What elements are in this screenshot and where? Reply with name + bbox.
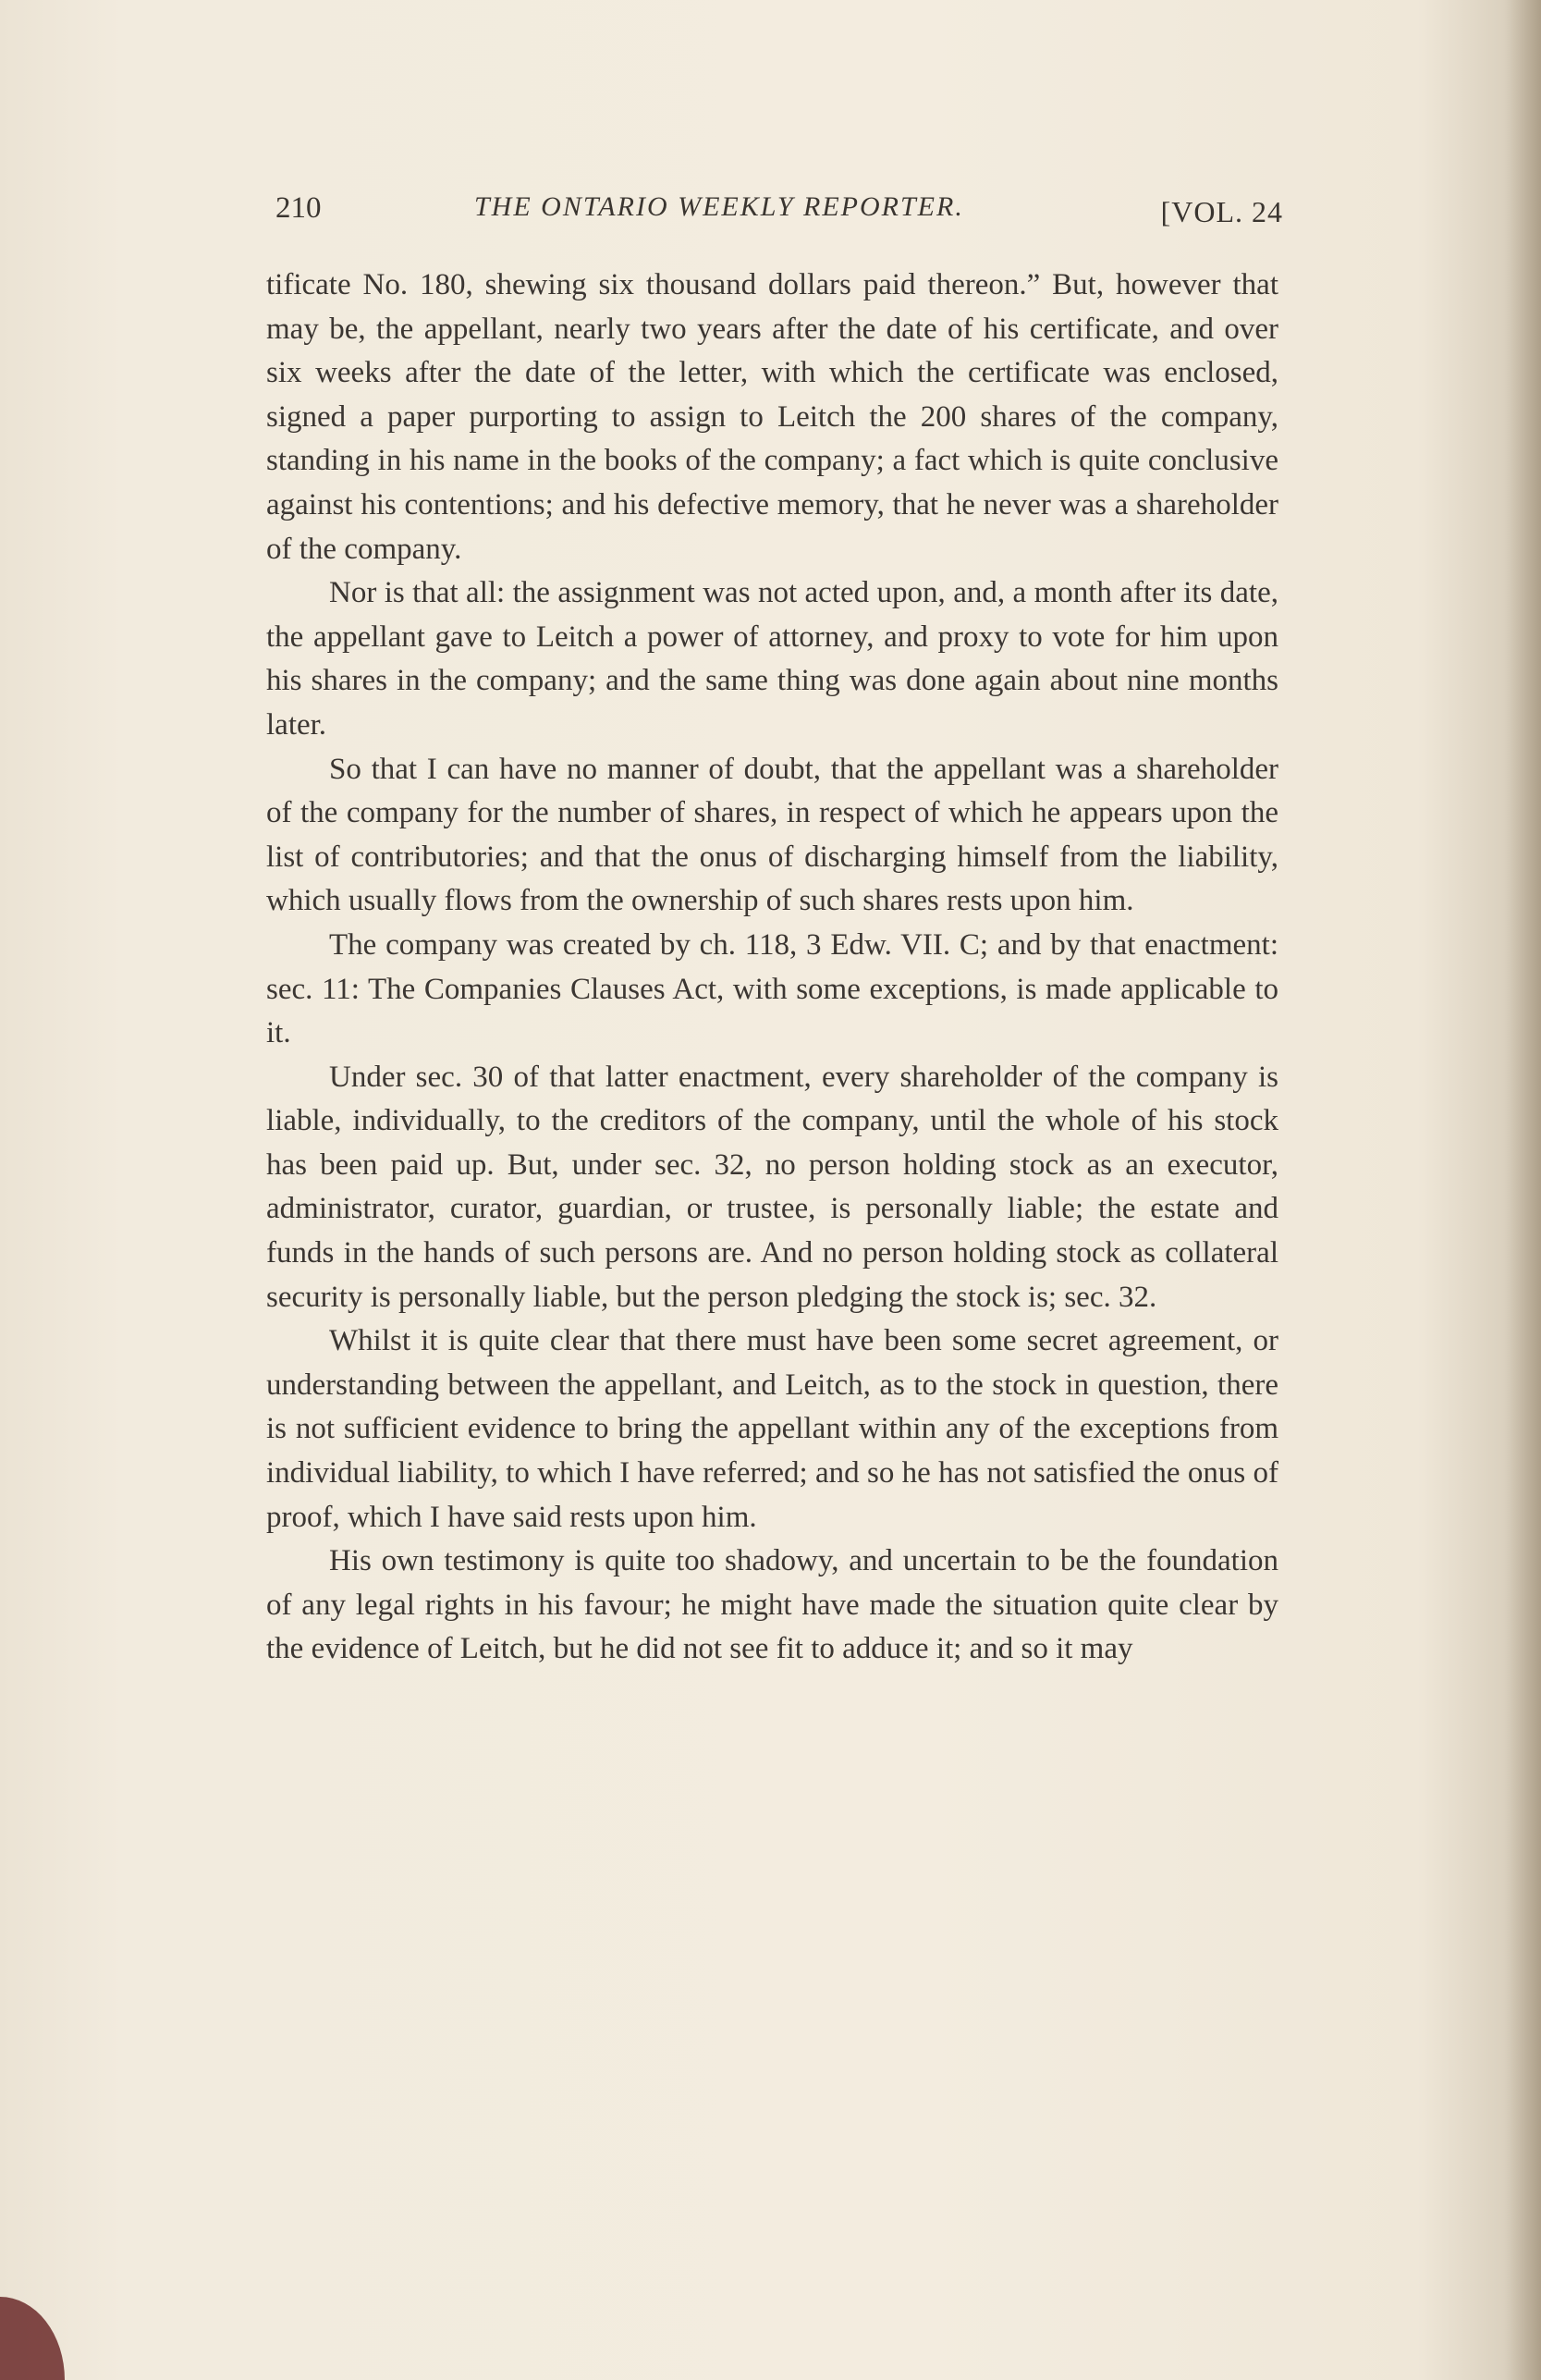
page-number: 210 xyxy=(275,191,322,225)
running-title: THE ONTARIO WEEKLY REPORTER. xyxy=(474,191,964,222)
paragraph-6: Whilst it is quite clear that there must have been some secret agreement, or understanding between the appellant, and Leitch, as to the stock in question, there is not sufficient evidence to bring the appellant within any of the exceptions from individual liability, to which I have referred; and so he has not satisfied the onus of proof, which I have said rests upon him. xyxy=(266,1324,1278,1534)
paragraph-1: tificate No. 180, shewing six thousand dollars paid thereon.” But, however that may be, the appellant, nearly two years after the date of his certificate, and over six weeks after the date of the letter, with which the certificate was enclosed, signed a paper purporting to assign to Leitch the 200 shares of the company, standing in his name in the books of the company; a fact which is quite conclusive against his contentions; and his defective memory, that he never was a shareholder of the company. xyxy=(266,268,1278,566)
paragraph-7: His own testimony is quite too shadowy, and uncertain to be the foundation of any legal rights in his favour; he might have made the situation quite clear by the evidence of Leitch, but he did not see fit to adduce it; and so it may xyxy=(266,1544,1278,1666)
paragraph-2: Nor is that all: the assignment was not acted upon, and, a month after its date, the appellant gave to Leitch a power of attorney, and proxy to vote for him upon his shares in the company; and the same thing was done again about nine months later. xyxy=(266,576,1278,742)
volume-label: [VOL. 24 xyxy=(1160,195,1283,228)
paragraph-5: Under sec. 30 of that latter enactment, every shareholder of the company is liable, individually, to the creditors of the company, until the whole of his stock has been paid up. But, under sec. 32, no person holding stock as an executor, administrator, curator, guardian, or trustee, is personally liable; the estate and funds in the hands of such persons are. And no person holding stock as collateral security is personally liable, but the person pledging the stock is; sec. 32. xyxy=(266,1060,1278,1314)
cover-corner xyxy=(0,2297,65,2380)
body-text xyxy=(266,264,1278,1672)
paragraph-4: The company was created by ch. 118, 3 Edw. VII. C; and by that enactment: sec. 11: The Companies Clauses Act, with some exceptions, is made applicable to it. xyxy=(266,927,1278,1050)
running-header xyxy=(275,190,1283,245)
page-edge-shadow xyxy=(1504,0,1541,2380)
paragraph-3: So that I can have no manner of doubt, that the appellant was a shareholder of the company for the number of shares, in respect of which he appears upon the list of contributories; and that the onus of discharging himself from the liability, which usually flows from the ownership of such shares rests upon him. xyxy=(266,752,1278,918)
